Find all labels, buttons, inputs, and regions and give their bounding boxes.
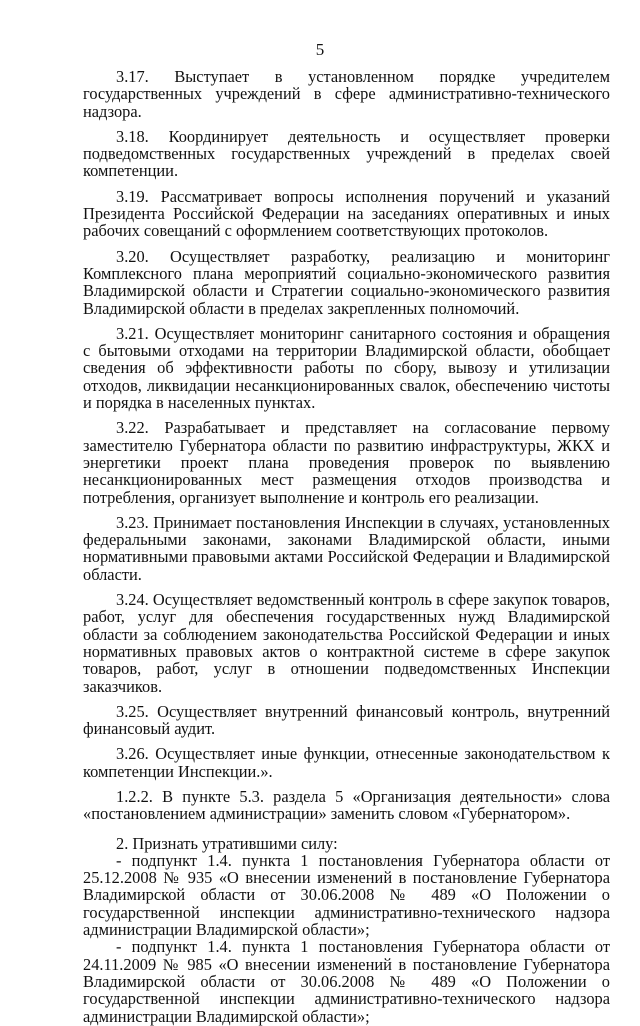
paragraph-3-19: 3.19. Рассматривает вопросы исполнения поручений и указаний Президента Российской Федерации на заседаниях оперативных и иных рабочих совещаний с оформлением соответствующих протоколов. bbox=[83, 186, 610, 241]
paragraph-3-17: 3.17. Выступает в установленном порядке учредителем государственных учреждений в сфере административно-технического надзора. bbox=[83, 67, 610, 121]
paragraph-2-heading: 2. Признать утратившими силу: bbox=[116, 833, 338, 853]
paragraph-3-22: 3.22. Разрабатывает и представляет на согласование первому заместителю Губернатора области по развитию инфраструктуры, ЖКХ и энергетики проект плана проведения проверок по выявлению несанкционированных мест размещения отходов производства и потребления, организует выполнение и контроль его реализации. bbox=[83, 418, 610, 507]
document-body bbox=[83, 68, 610, 1025]
paragraph-3-24: 3.24. Осуществляет ведомственный контроль в сфере закупок товаров, работ, услуг для обеспечения государственных нужд Владимирской области за соблюдением законодательства Российской Федерации и иных нормативных правовых актов о контрактной системе в сфере закупок товаров, работ, услуг в отношении подведомственных Инспекции заказчиков. bbox=[83, 590, 610, 696]
paragraph-1-2-2: 1.2.2. В пункте 5.3. раздела 5 «Организация деятельности» слова «постановлением администрации» заменить словом «Губернатором». bbox=[83, 786, 610, 824]
paragraph-3-21: 3.21. Осуществляет мониторинг санитарного состояния и обращения с бытовыми отходами на территории Владимирской области, обобщает сведения об эффективности работы по сбору, вывозу и утилизации отходов, ликвидации несанкционированных свалок, обеспечению чистоты и порядка в населенных пунктах. bbox=[83, 323, 610, 413]
paragraph-3-23: 3.23. Принимает постановления Инспекции в случаях, установленных федеральными законами, законами Владимирской области, иными нормативными правовыми актами Российской Федерации и Владимирской области. bbox=[83, 512, 610, 584]
paragraph-repeal-item-1: - подпункт 1.4. пункта 1 постановления Губернатора области от 25.12.2008 № 935 «О внесении изменений в постановление Губернатора Владимирской области от 30.06.2008 № 489 «О Положении о государственной инспекции административно-технического надзора администрации Владимирской области»; bbox=[83, 850, 610, 940]
paragraph-3-20: 3.20. Осуществляет разработку, реализацию и мониторинг Комплексного плана мероприятий социально-экономического развития Владимирской области и Стратегии социально-экономического развития Владимирской области в пределах закрепленных полномочий. bbox=[83, 246, 610, 318]
paragraph-3-26: 3.26. Осуществляет иные функции, отнесенные законодательством к компетенции Инспекции.». bbox=[83, 744, 610, 781]
page-number: 5 bbox=[315, 40, 325, 59]
paragraph-repeal-item-2: - подпункт 1.4. пункта 1 постановления Губернатора области от 24.11.2009 № 985 «О внесении изменений в постановление Губернатора Владимирской области от 30.06.2008 № 489 «О Положении о государственной инспекции административно-технического надзора администрации Владимирской области»; bbox=[83, 937, 610, 1026]
paragraph-3-25: 3.25. Осуществляет внутренний финансовый контроль, внутренний финансовый аудит. bbox=[83, 701, 610, 739]
paragraph-3-18: 3.18. Координирует деятельность и осуществляет проверки подведомственных государственных учреждений в пределах своей компетенции. bbox=[83, 126, 610, 181]
